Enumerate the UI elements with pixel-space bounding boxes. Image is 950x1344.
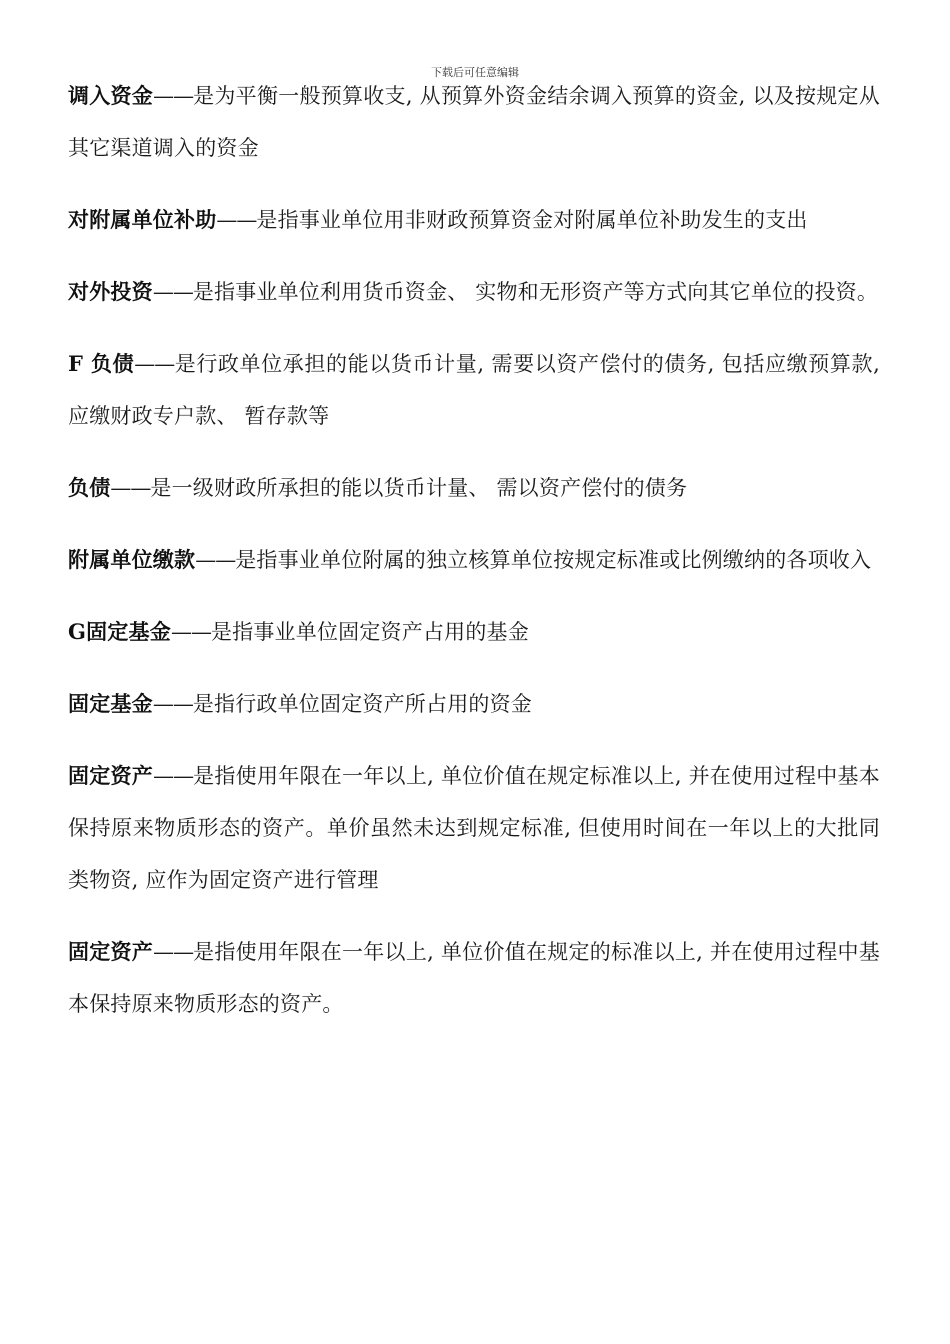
entry-dash: —— — [153, 940, 194, 964]
glossary-entry — [68, 266, 880, 318]
entry-term-text: 固定资产 — [68, 939, 154, 964]
entry-definition: 是指事业单位用非财政预算资金对附属单位补助发生的支出 — [256, 208, 808, 232]
glossary-entry — [68, 926, 880, 1030]
entry-term — [68, 475, 110, 500]
header-note: 下载后可任意编辑 — [431, 66, 519, 79]
entry-term — [68, 351, 134, 376]
entry-term — [68, 279, 153, 304]
entry-prefix: G — [68, 619, 87, 644]
entry-term — [68, 619, 171, 644]
entry-definition: 是指使用年限在一年以上, 单位价值在规定的标准以上, 并在使用过程中基本保持原来物质形态的资产。 — [68, 940, 880, 1016]
entry-dash: —— — [153, 764, 194, 788]
entry-term — [68, 691, 153, 716]
entry-definition: 是一级财政所承担的能以货币计量、 需以资产偿付的债务 — [150, 476, 688, 500]
entry-term — [68, 547, 195, 572]
entry-term — [68, 939, 153, 964]
entry-dash: —— — [216, 208, 257, 232]
glossary-body — [68, 70, 880, 1050]
entry-dash: —— — [134, 352, 175, 376]
entry-term-text: 固定基金 — [68, 691, 153, 716]
entry-term-text: 对外投资 — [68, 279, 153, 304]
glossary-entry — [68, 338, 880, 442]
entry-prefix: F — [68, 351, 92, 376]
entry-dash: —— — [195, 548, 236, 572]
glossary-entry — [68, 70, 880, 174]
entry-dash: —— — [153, 84, 194, 108]
entry-definition: 是指事业单位固定资产占用的基金 — [210, 620, 529, 644]
entry-term-text: 负债 — [68, 475, 111, 500]
entry-term — [68, 83, 153, 108]
glossary-entry — [68, 462, 880, 514]
entry-term — [68, 763, 153, 788]
glossary-entry — [68, 750, 880, 906]
entry-dash: —— — [170, 620, 211, 644]
entry-definition: 是指事业单位利用货币资金、 实物和无形资产等方式向其它单位的投资。 — [192, 280, 879, 304]
entry-term-text: 附属单位缴款 — [68, 547, 196, 572]
entry-definition: 是指行政单位固定资产所占用的资金 — [192, 692, 533, 716]
glossary-entry — [68, 678, 880, 730]
glossary-entry — [68, 606, 880, 658]
entry-term-text: 调入资金 — [68, 83, 154, 108]
entry-term-text: 固定资产 — [68, 763, 154, 788]
glossary-entry — [68, 534, 880, 586]
entry-definition: 是行政单位承担的能以货币计量, 需要以资产偿付的债务, 包括应缴预算款, 应缴财政专户款、 暂存款等 — [68, 352, 880, 428]
entry-dash: —— — [152, 280, 193, 304]
entry-term-text: 负债 — [91, 351, 135, 376]
glossary-entry — [68, 194, 880, 246]
entry-term — [68, 207, 216, 232]
entry-definition: 是指使用年限在一年以上, 单位价值在规定标准以上, 并在使用过程中基本保持原来物质形态的资产。单价虽然未达到规定标准, 但使用时间在一年以上的大批同类物资, 应作为固定资产进行管理 — [68, 764, 880, 892]
entry-definition: 是为平衡一般预算收支, 从预算外资金结余调入预算的资金, 以及按规定从其它渠道调入的资金 — [68, 84, 880, 160]
entry-dash: —— — [152, 692, 193, 716]
entry-definition: 是指事业单位附属的独立核算单位按规定标准或比例缴纳的各项收入 — [235, 548, 872, 572]
entry-dash: —— — [110, 476, 151, 500]
entry-term-text: 固定基金 — [86, 619, 171, 644]
entry-term-text: 对附属单位补助 — [68, 207, 217, 232]
